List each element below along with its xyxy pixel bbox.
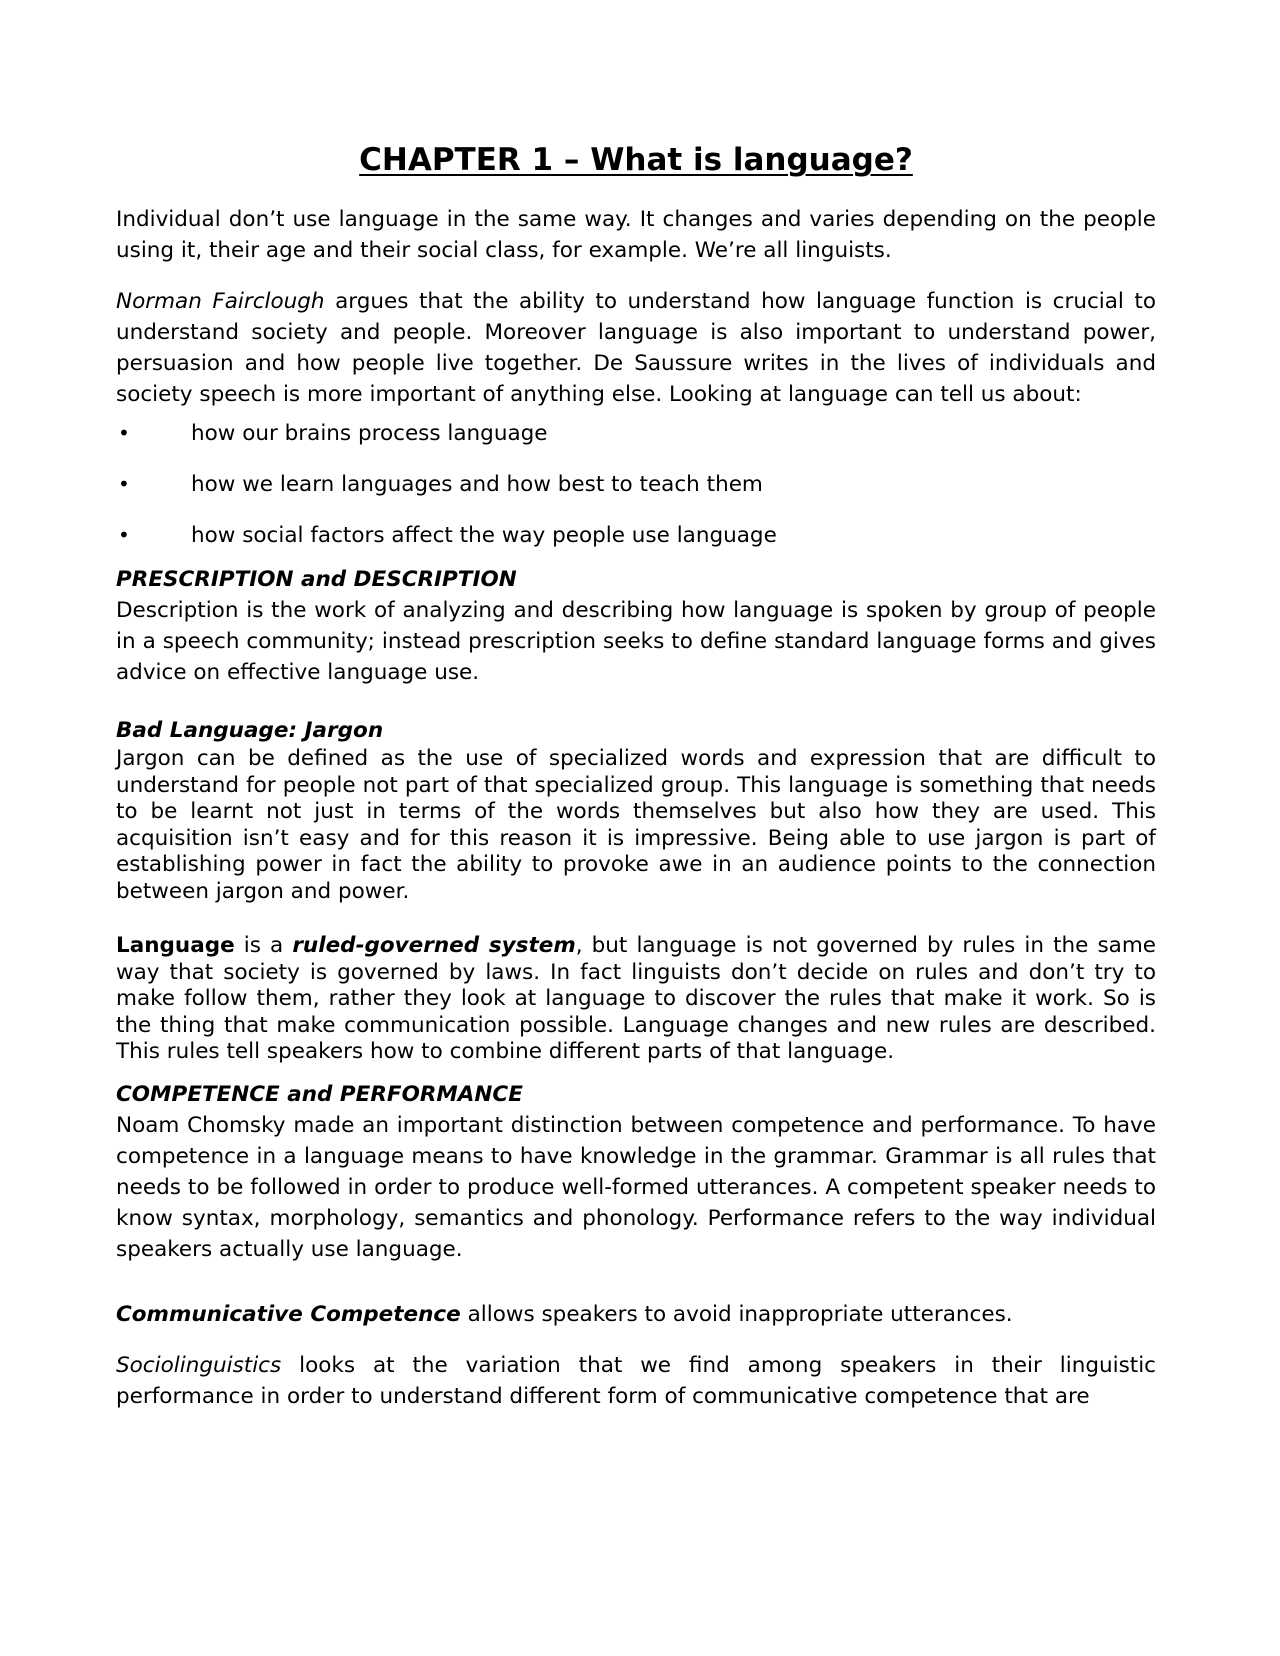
list-item: • how social factors affect the way people use language	[116, 520, 1156, 551]
bullet-icon: •	[118, 472, 130, 496]
prescription-paragraph: Description is the work of analyzing and describing how language is spoken by group of people in a speech community; instead prescription seeks to define standard language forms and gives advice on effective language use.	[116, 598, 1156, 685]
sociolinguistics-paragraph: Sociolinguistics looks at the variation that we find among speakers in their linguistic performance in order to understand different form of communicative competence that are	[116, 1352, 1156, 1409]
chapter-title: CHAPTER 1 – What is language?	[359, 142, 913, 178]
fairclough-text: argues that the ability to understand how language function is crucial to understand society and people. Moreover language is also important to understand power, persuasion and how people live together. De Saussure writes in the lives of individuals and society speech is more important of anything else. Looking at language can tell us about:	[116, 289, 1157, 407]
bullet-icon: •	[118, 523, 130, 547]
document-page	[116, 138, 1156, 1412]
communicative-term: Communicative Competence	[116, 1301, 461, 1327]
jargon-heading: Bad Language: Jargon	[116, 718, 384, 743]
communicative-paragraph: Communicative Competence allows speakers to avoid inappropriate utterances.	[116, 1301, 1013, 1327]
jargon-paragraph: Jargon can be defined as the use of specialized words and expression that are difficult to understand for people not part of that specialized group. This language is something that needs to be learnt not just in terms of the words themselves but also how they are used. This acquisition isn’t easy and for this reason it is impressive. Being able to use jargon is part of establishing power in fact the ability to provoke awe in an audience points to the connection between jargon and power.	[116, 746, 1156, 904]
list-item: • how we learn languages and how best to teach them	[116, 469, 1156, 500]
language-rules-paragraph: Language is a ruled-governed system, but language is not governed by rules in the same way that society is governed by laws. In fact linguists don’t decide on rules and don’t try to make follow them, rather they look at language to discover the rules that make it work. So is the thing that make communication possible. Language changes and new rules are described. This rules tell speakers how to combine different parts of that language.	[116, 933, 1156, 1064]
bullet-icon: •	[118, 421, 130, 445]
competence-paragraph: Noam Chomsky made an important distinction between competence and performance. To have competence in a language means to have knowledge in the grammar. Grammar is all rules that needs to be followed in order to produce well-formed utterances. A competent speaker needs to know syntax, morphology, semantics and phonology. Performance refers to the way individual speakers actually use language.	[116, 1112, 1156, 1262]
fairclough-paragraph	[116, 286, 1156, 410]
competence-heading: COMPETENCE and PERFORMANCE	[116, 1081, 523, 1107]
fairclough-name: Norman Fairclough	[116, 289, 325, 314]
language-term: Language	[116, 933, 235, 958]
rule-governed-term: ruled-governed system	[292, 933, 576, 958]
prescription-heading: PRESCRIPTION and DESCRIPTION	[116, 567, 517, 592]
sociolinguistics-term: Sociolinguistics	[116, 1352, 282, 1378]
list-item: • how our brains process language	[116, 418, 1156, 449]
topics-list	[116, 418, 1156, 551]
intro-paragraph: Individual don’t use language in the same way. It changes and varies depending on the people using it, their age and their social class, for example. We’re all linguists.	[116, 207, 1156, 263]
